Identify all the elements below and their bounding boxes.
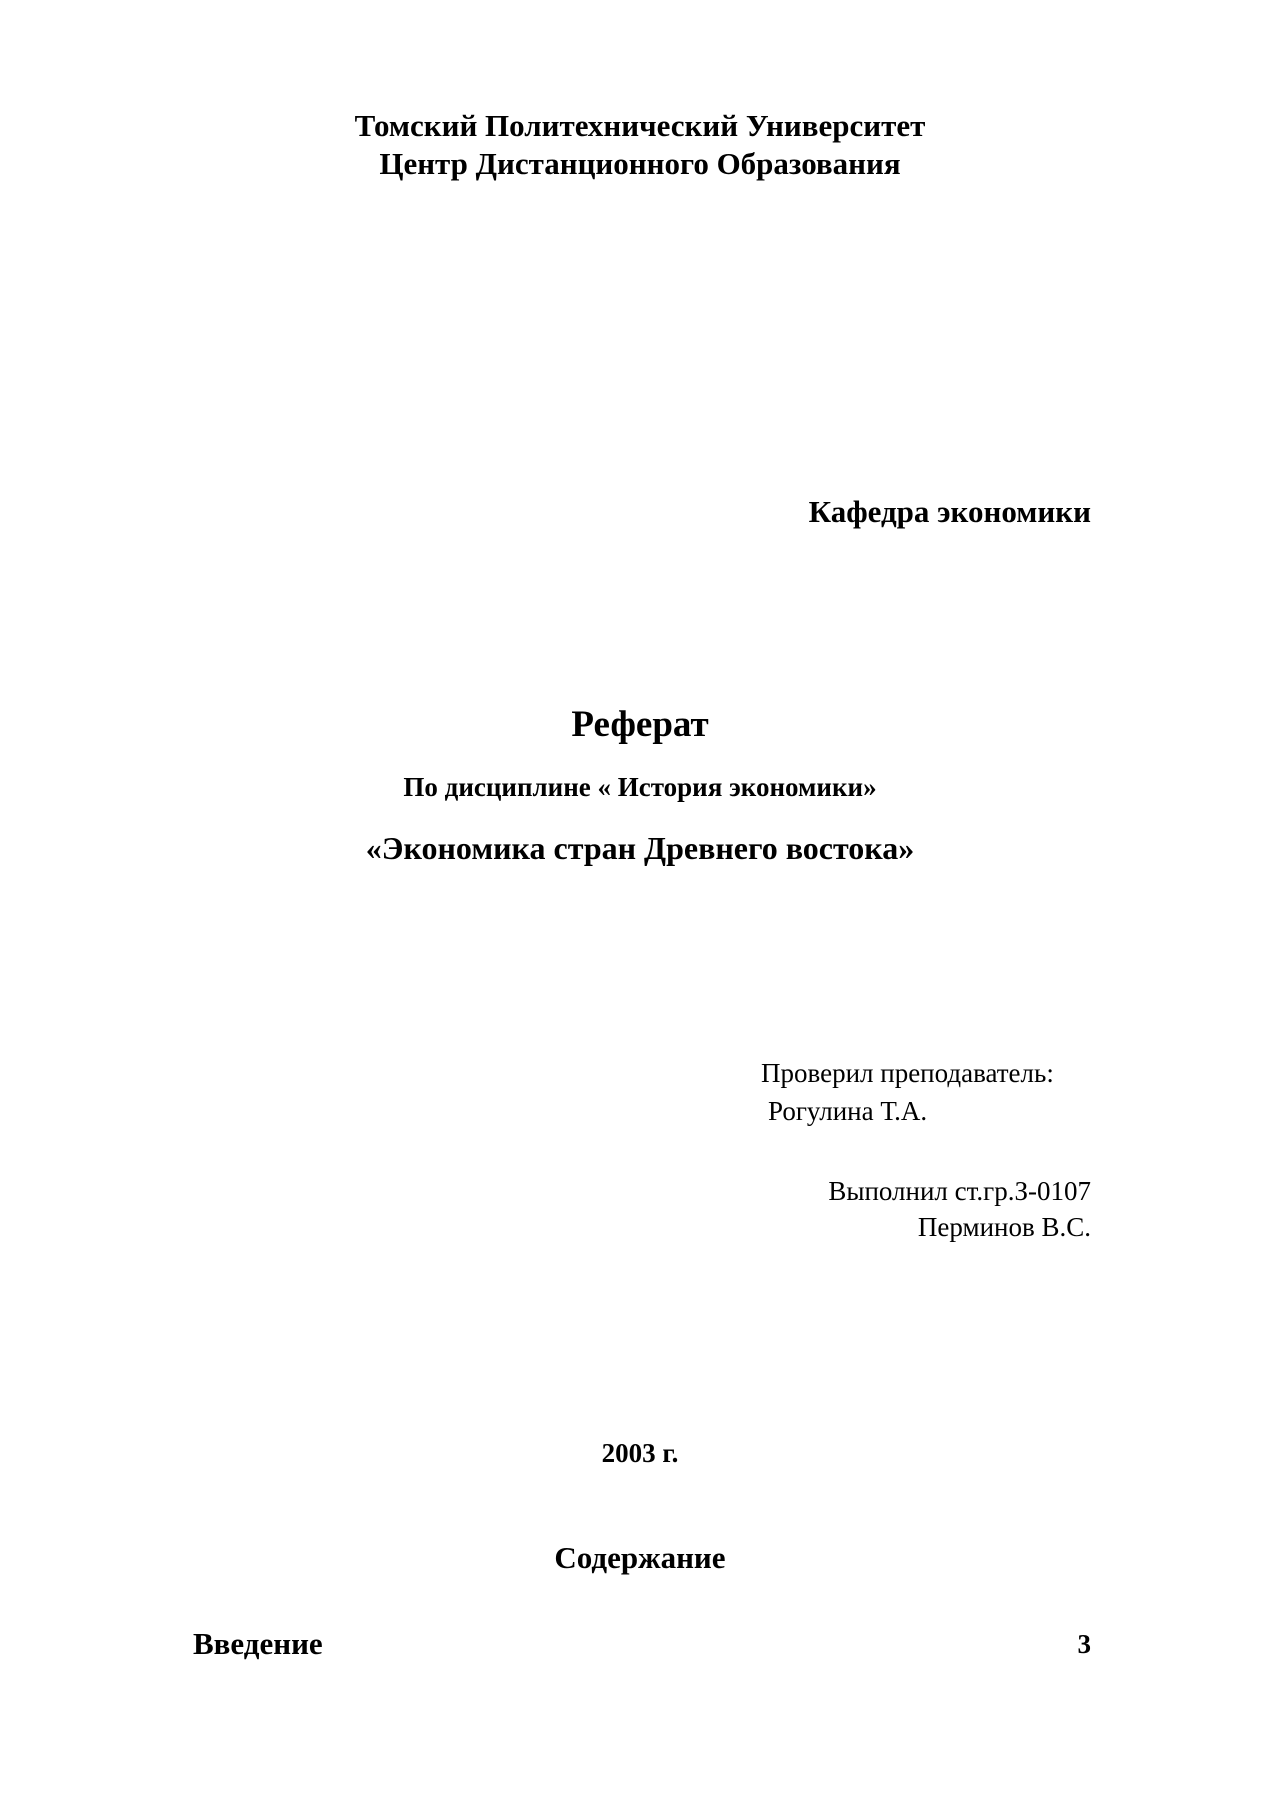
education-center-name: Центр Дистанционного Образования <box>379 146 901 181</box>
work-title: «Экономика стран Древнего востока» <box>365 830 915 866</box>
checked-by-name: Рогулина Т.А. <box>768 1096 928 1126</box>
checked-by-label: Проверил преподаватель: <box>761 1058 1054 1088</box>
discipline-line: По дисциплине « История экономики» <box>403 772 877 802</box>
year: 2003 г. <box>601 1438 679 1468</box>
contents-item-page: 3 <box>1077 1629 1091 1659</box>
department-name: Кафедра экономики <box>808 494 1091 529</box>
done-by-label: Выполнил ст.гр.З-0107 <box>828 1176 1091 1206</box>
university-name: Томский Политехнический Университет <box>354 108 926 143</box>
contents-item-label: Введение <box>193 1626 323 1661</box>
done-by-name: Перминов В.С. <box>917 1212 1091 1242</box>
contents-title: Содержание <box>554 1540 726 1575</box>
work-type: Реферат <box>571 704 709 745</box>
